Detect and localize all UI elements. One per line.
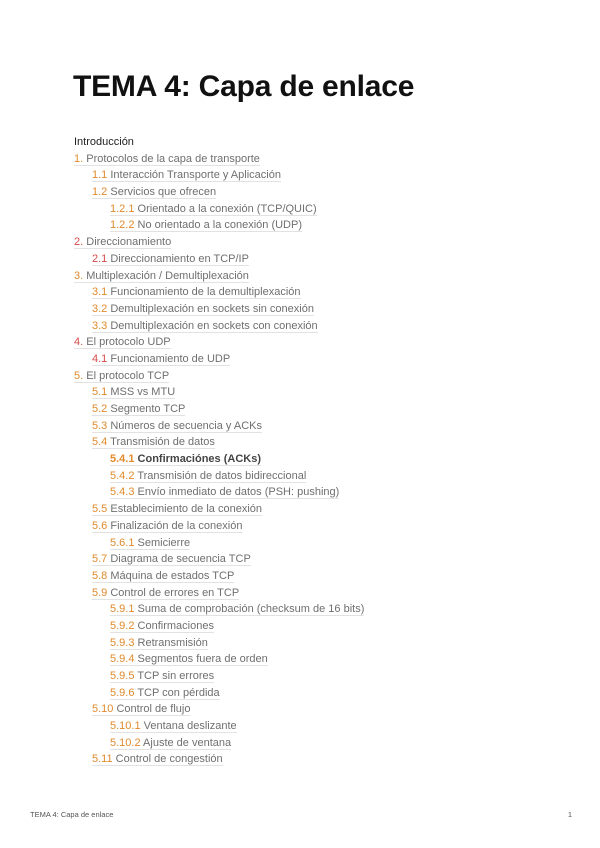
toc-item[interactable]	[74, 618, 554, 635]
toc-item-link[interactable]	[110, 219, 302, 232]
toc-item-label: Semicierre	[137, 536, 191, 549]
toc-item[interactable]	[74, 651, 554, 668]
toc-item-link[interactable]	[74, 336, 171, 349]
toc-item-number: 5.7	[92, 553, 108, 566]
toc-item-link[interactable]	[92, 169, 281, 182]
toc-item-label: Servicios que ofrecen	[110, 186, 217, 199]
toc-item[interactable]	[74, 518, 554, 535]
toc-item-link[interactable]	[92, 386, 175, 399]
toc-item-number: 5.5	[92, 503, 108, 516]
toc-item-link[interactable]	[74, 153, 260, 166]
toc-item-number: 3.3	[92, 319, 108, 332]
toc-item-number: 2.	[74, 236, 84, 249]
toc-item[interactable]	[74, 401, 554, 418]
toc-item-number: 5.10.1	[110, 720, 141, 733]
toc-item[interactable]	[74, 368, 554, 385]
toc-item-link[interactable]	[92, 403, 185, 416]
toc-item-label: Establecimiento de la conexión	[110, 503, 263, 516]
toc-item-number: 5.4	[92, 436, 108, 449]
toc-item[interactable]	[74, 701, 554, 718]
toc-item-link[interactable]	[110, 720, 237, 733]
toc-item-link[interactable]	[92, 320, 318, 333]
toc-item-number: 2.1	[92, 252, 108, 265]
toc-item[interactable]	[74, 568, 554, 585]
toc-item-label: Control de flujo	[116, 703, 191, 716]
toc-item-link[interactable]	[110, 653, 268, 666]
toc-item-link[interactable]	[110, 537, 190, 550]
toc-item[interactable]	[74, 184, 554, 201]
toc-item-label: Máquina de estados TCP	[110, 569, 235, 582]
toc-item[interactable]	[74, 735, 554, 752]
toc-item-label: Envío inmediato de datos (PSH: pushing)	[137, 486, 340, 499]
toc-item-label: TCP sin errores	[137, 670, 215, 682]
toc-item[interactable]	[74, 601, 554, 618]
table-of-contents	[74, 134, 554, 768]
toc-item-label: Ventana deslizante	[143, 720, 237, 733]
toc-item-number: 1.2.1	[110, 202, 135, 215]
toc-item-label: No orientado a la conexión (UDP)	[137, 219, 303, 232]
toc-item-label: Protocolos de la capa de transporte	[86, 152, 260, 165]
toc-item-number: 5.9.2	[110, 619, 135, 632]
toc-item-link[interactable]	[110, 620, 214, 633]
toc-item-label: Demultiplexación en sockets con conexión	[110, 319, 318, 332]
toc-item-link[interactable]	[92, 303, 314, 316]
toc-item-number: 5.11	[92, 753, 113, 766]
toc-item-link[interactable]	[92, 253, 249, 266]
toc-item-number: 5.4.2	[110, 469, 135, 482]
toc-item[interactable]	[74, 585, 554, 602]
toc-item-number: 5.9.6	[110, 686, 135, 699]
toc-item-number: 3.	[74, 269, 84, 282]
toc-item-number: 5.10	[92, 703, 114, 716]
toc-item-number: 1.1	[92, 169, 108, 182]
toc-item-number: 5.6.1	[110, 536, 135, 549]
toc-item-link[interactable]	[92, 703, 190, 716]
toc-item-label: Control de congestión	[115, 753, 223, 766]
toc-item[interactable]	[74, 551, 554, 568]
toc-item-label: Multiplexación / Demultiplexación	[86, 269, 249, 282]
toc-item-number: 4.1	[92, 352, 108, 365]
toc-item-label: Segmentos fuera de orden	[137, 653, 268, 666]
toc-item-label: Segmento TCP	[110, 403, 186, 415]
toc-item-link[interactable]	[110, 453, 261, 466]
toc-item-label: Retransmisión	[137, 636, 208, 649]
toc-item[interactable]	[74, 167, 554, 184]
toc-item-label: Transmisión de datos bidireccional	[137, 469, 307, 482]
toc-item-label: TCP con pérdida	[137, 686, 220, 699]
page-title: TEMA 4: Capa de enlace	[73, 70, 415, 103]
toc-item[interactable]	[74, 334, 554, 351]
toc-item-label: Diagrama de secuencia TCP	[110, 553, 251, 566]
toc-item[interactable]	[74, 668, 554, 685]
toc-item-link[interactable]	[92, 420, 262, 433]
toc-item[interactable]	[74, 751, 554, 768]
toc-item-label: Direccionamiento en TCP/IP	[110, 252, 249, 265]
toc-item-number: 5.2	[92, 403, 108, 415]
toc-item-link[interactable]	[110, 737, 231, 750]
toc-item-label: Números de secuencia y ACKs	[110, 419, 262, 432]
toc-item[interactable]	[74, 535, 554, 552]
toc-item[interactable]	[74, 434, 554, 451]
toc-item-number: 1.	[74, 152, 84, 165]
toc-item-label: Transmisión de datos	[110, 436, 215, 449]
toc-item[interactable]	[74, 318, 554, 335]
toc-item-link[interactable]	[74, 270, 249, 283]
toc-item-link[interactable]	[110, 203, 317, 216]
toc-item-label: Direccionamiento	[86, 236, 172, 249]
toc-item[interactable]	[74, 685, 554, 702]
toc-item-number: 5.9	[92, 586, 108, 599]
toc-item[interactable]	[74, 234, 554, 251]
toc-item[interactable]	[74, 268, 554, 285]
toc-item-label: Funcionamiento de la demultiplexación	[110, 286, 301, 299]
toc-item[interactable]	[74, 468, 554, 485]
toc-item-link[interactable]	[110, 603, 364, 616]
toc-item-number: 5.10.2	[110, 736, 141, 749]
toc-item[interactable]	[74, 635, 554, 652]
toc-item-label: Suma de comprobación (checksum de 16 bits)	[137, 603, 365, 616]
toc-item-link[interactable]	[92, 570, 234, 583]
toc-item-label: Confirmaciónes (ACKs)	[137, 453, 261, 466]
toc-item-number: 5.4.3	[110, 486, 135, 499]
toc-item[interactable]	[74, 301, 554, 318]
toc-list	[74, 151, 554, 768]
toc-item-link[interactable]	[110, 470, 306, 483]
toc-item-number: 5.9.5	[110, 670, 135, 682]
toc-item-label: Funcionamiento de UDP	[110, 352, 231, 365]
toc-item-label: Ajuste de ventana	[143, 736, 232, 749]
toc-item-label: Demultiplexación en sockets sin conexión	[110, 302, 314, 315]
toc-item-link[interactable]	[92, 553, 251, 566]
toc-item-number: 4.	[74, 336, 84, 349]
toc-item[interactable]	[74, 501, 554, 518]
toc-item-link[interactable]	[92, 286, 301, 299]
toc-item-label: Interacción Transporte y Aplicación	[110, 169, 281, 182]
toc-item-link[interactable]	[92, 520, 242, 533]
toc-item-number: 1.2	[92, 186, 108, 199]
toc-item-number: 3.2	[92, 302, 108, 315]
toc-item-link[interactable]	[92, 436, 215, 449]
toc-item[interactable]	[74, 418, 554, 435]
toc-item-number: 5.9.3	[110, 636, 135, 649]
toc-item[interactable]	[74, 217, 554, 234]
toc-item-number: 3.1	[92, 286, 108, 299]
toc-item[interactable]	[74, 284, 554, 301]
toc-item-label: MSS vs MTU	[110, 386, 176, 399]
toc-item-number: 5.6	[92, 519, 108, 532]
toc-item-label: Orientado a la conexión (TCP/QUIC)	[137, 202, 317, 215]
toc-item[interactable]	[74, 251, 554, 268]
toc-item-link[interactable]	[92, 353, 230, 366]
toc-item[interactable]	[74, 151, 554, 168]
toc-item-link[interactable]	[92, 503, 262, 516]
toc-item-number: 5.	[74, 369, 84, 382]
toc-item-link[interactable]	[110, 486, 339, 499]
footer-title: TEMA 4: Capa de enlace	[30, 810, 114, 819]
toc-item[interactable]	[74, 451, 554, 468]
page-number: 1	[567, 810, 572, 819]
toc-item-number: 5.4.1	[110, 453, 135, 466]
toc-item-label: El protocolo TCP	[86, 369, 170, 382]
toc-item-link[interactable]	[92, 753, 223, 766]
toc-item-link[interactable]	[92, 186, 216, 199]
toc-item-label: Finalización de la conexión	[110, 519, 243, 532]
toc-item-number: 1.2.2	[110, 219, 135, 232]
toc-item-number: 5.9.4	[110, 653, 135, 666]
toc-item-link[interactable]	[110, 687, 220, 700]
toc-item[interactable]	[74, 384, 554, 401]
toc-item-number: 5.8	[92, 569, 108, 582]
toc-intro-link[interactable]: Introducción	[74, 136, 134, 148]
toc-item[interactable]	[74, 201, 554, 218]
toc-item[interactable]	[74, 484, 554, 501]
toc-item[interactable]	[74, 351, 554, 368]
toc-item-number: 5.1	[92, 386, 108, 399]
toc-item[interactable]	[74, 718, 554, 735]
toc-item-label: El protocolo UDP	[86, 336, 171, 349]
toc-item-link[interactable]	[92, 587, 239, 600]
toc-item-number: 5.9.1	[110, 603, 135, 616]
toc-item-number: 5.3	[92, 419, 108, 432]
toc-item-label: Confirmaciones	[137, 619, 214, 632]
toc-item-link[interactable]	[74, 236, 171, 249]
toc-item-link[interactable]	[110, 670, 214, 683]
toc-item-link[interactable]	[110, 637, 208, 650]
toc-item-label: Control de errores en TCP	[110, 586, 240, 599]
toc-item-link[interactable]	[74, 370, 169, 383]
